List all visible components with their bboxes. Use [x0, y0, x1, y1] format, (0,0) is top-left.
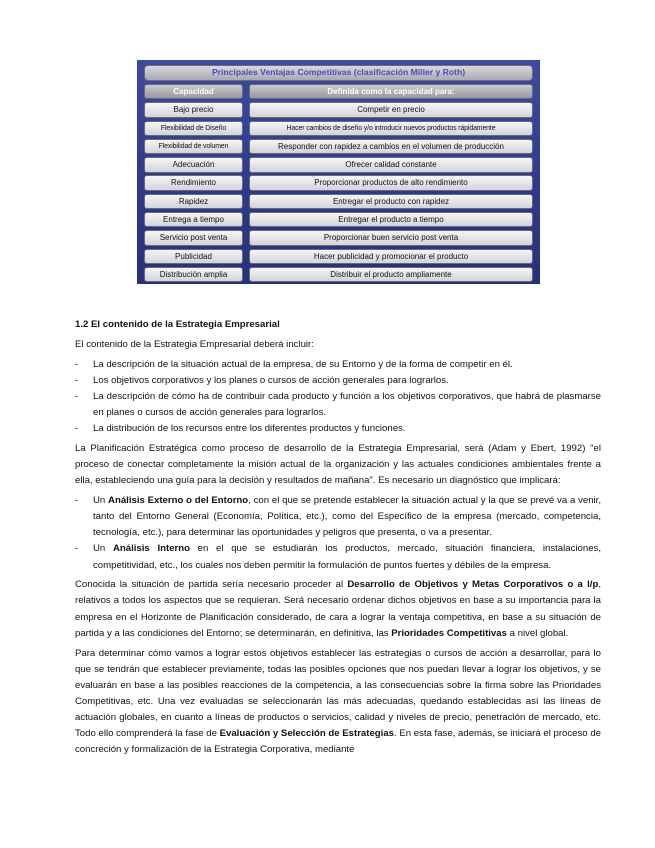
definition-cell: Hacer publicidad y promocionar el producto — [249, 249, 533, 264]
section-heading — [75, 317, 601, 333]
list-item: - Un Análisis Interno en el que se estudiarán los productos, mercado, situación financiera, instalaciones, competitividad, etc., los cuales nos deben permitir la formulación de puntos fuertes y débiles de la empresa. — [75, 543, 601, 571]
document-body — [75, 317, 601, 762]
table-row — [144, 157, 533, 172]
objectives-paragraph: Conocida la situación de partida sería necesario proceder al Desarrollo de Objetivos y Metas Corporativos o a l/p, relativos a todos los aspectos que se requieran. Será necesario ordenar dichos objetivos en base a su importancia para la empresa en el Horizonte de Planificación considerado, de cara a lograr la ventaja competitiva, en base a su situación de partida y a las condiciones del Entorno; se determinarán, en definitiva, las Prioridades Competitivas a nivel global. — [75, 579, 601, 639]
capacity-cell: Publicidad — [144, 249, 243, 264]
list-item: - La descripción de cómo ha de contribuir cada producto y función a los objetivos corporativos, que habrá de plasmarse en planes o cursos de acción generales para lograrlos. — [75, 390, 601, 418]
definition-cell: Proporcionar productos de alto rendimiento — [249, 175, 533, 190]
header-capacity: Capacidad — [144, 84, 243, 99]
capacity-cell: Adecuación — [144, 157, 243, 172]
list-item: - Los objetivos corporativos y los planes o cursos de acción generales para lograrlos. — [75, 374, 449, 386]
definition-cell: Entregar el producto con rapidez — [249, 194, 533, 209]
list-item: - Un Análisis Externo o del Entorno, con el que se pretende establecer la situación actual y la que se prevé va a venir, tanto del Entorno General (Economía, Política, etc.), como del Específico de la empresa (mercado, competencia, tecnología, etc.), para determinar las oportunidades y peligros que presenta, o va a presentar. — [75, 494, 602, 539]
table-row — [144, 267, 533, 282]
table-row — [144, 139, 533, 154]
capacity-cell: Flexibilidad de Diseño — [144, 121, 243, 136]
list-item: - La descripción de la situación actual de la empresa, de su Entorno y de la forma de competir en él. — [75, 358, 513, 370]
capacity-cell: Distribución amplia — [144, 267, 243, 282]
definition-cell: Ofrecer calidad constante — [249, 157, 533, 172]
table-row — [144, 212, 533, 227]
content-list — [75, 357, 601, 438]
table-row — [144, 194, 533, 209]
table-row — [144, 175, 533, 190]
section-title: El contenido de la Estrategia Empresarial — [91, 319, 280, 330]
definition-cell: Proporcionar buen servicio post venta — [249, 230, 533, 245]
definition-cell: Entregar el producto a tiempo — [249, 212, 533, 227]
planning-paragraph: La Planificación Estratégica como proceso de desarrollo de la Estrategia Empresarial, será (Adam y Ebert, 1992) "el proceso de conectar completamente la misión actual de la organización y las actuales condiciones ambientales frente a ella, estableciendo una guía para la decisión y resultados de mañana". Es necesario un diagnóstico que implicará: — [75, 442, 601, 487]
capacity-cell: Rendimiento — [144, 175, 243, 190]
diagnosis-list — [75, 493, 601, 574]
table-row — [144, 249, 533, 264]
intro-paragraph: El contenido de la Estrategia Empresarial deberá incluir: — [75, 338, 314, 350]
competitive-advantages-table-figure — [137, 60, 540, 284]
capacity-cell: Entrega a tiempo — [144, 212, 243, 227]
table-row — [144, 102, 533, 117]
header-definition: Definida como la capacidad para: — [249, 84, 533, 99]
definition-cell: Distribuir el producto ampliamente — [249, 267, 533, 282]
table-header-row — [144, 84, 533, 99]
section-number: 1.2 — [75, 319, 89, 330]
list-item: - La distribución de los recursos entre los diferentes productos y funciones. — [75, 423, 406, 435]
capacity-cell: Rapidez — [144, 194, 243, 209]
definition-cell: Competir en precio — [249, 102, 533, 117]
definition-cell: Responder con rapidez a cambios en el volumen de producción — [249, 139, 533, 154]
definition-cell: Hacer cambios de diseño y/o introducir nuevos productos rápidamente — [249, 121, 533, 136]
strategies-paragraph: Para determinar cómo vamos a lograr estos objetivos establecer las estrategias o cursos de acción a desarrollar, para lo que se tendrán que establecer previamente, todas las posibles opciones que nos puedan llevar a lograr los objetivos, y se evaluarán en base a las posibles reacciones de la competencia, a las consecuencias sobre la firma sobre las Prioridades Competitivas, etc. Una vez evaluadas se seleccionarán las más adecuadas, quedando establecidas así las líneas de actuación globales, en cuanto a líneas de productos o servicios, calidad y niveles de precio, penetración de mercado, etc. Todo ello comprenderá la fase de Evaluación y Selección de Estrategias. En esta fase, además, se iniciará el proceso de concreción y formalización de la Estrategia Corporativa, mediante — [75, 647, 601, 756]
table-row — [144, 121, 533, 136]
capacity-cell: Flexibilidad de volumen — [144, 139, 243, 154]
table-row — [144, 230, 533, 245]
capacity-cell: Servicio post venta — [144, 230, 243, 245]
capacity-cell: Bajo precio — [144, 102, 243, 117]
table-title: Principales Ventajas Competitivas (clasificación Miller y Roth) — [144, 65, 533, 81]
